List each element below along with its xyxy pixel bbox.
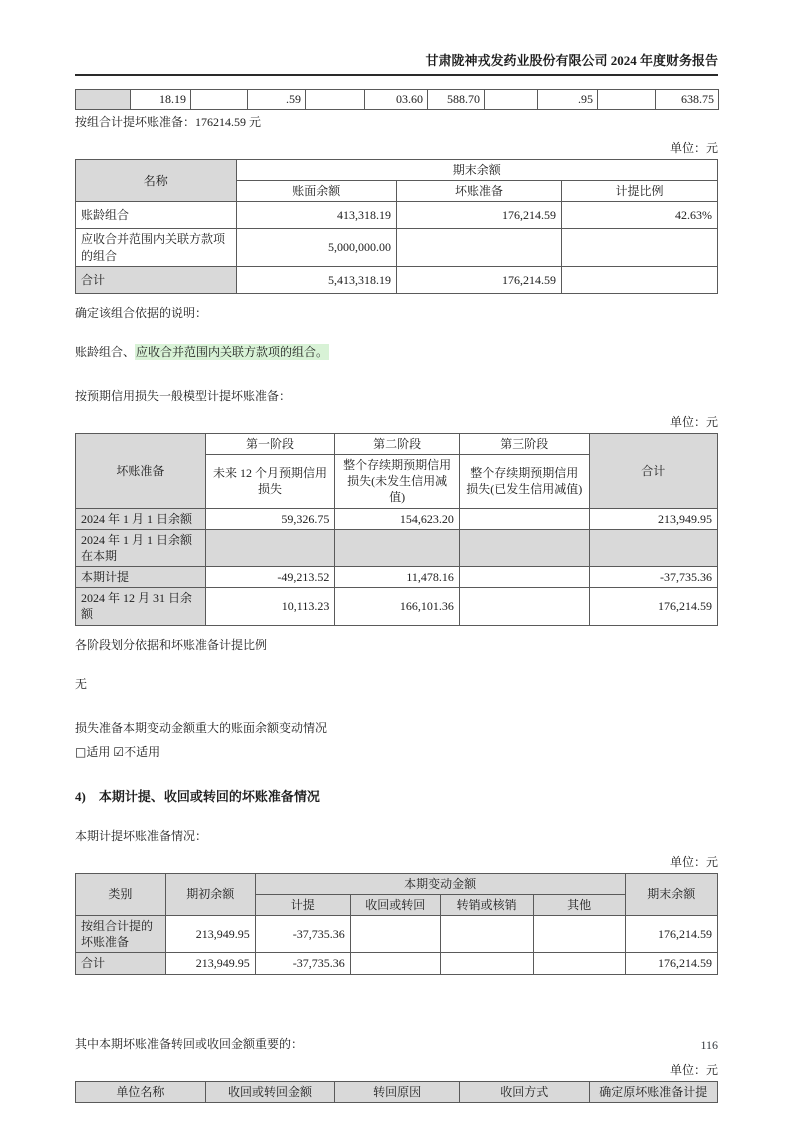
column-header: 计提比例	[561, 181, 717, 202]
table-row	[76, 567, 718, 588]
table-cell	[485, 90, 538, 110]
column-header: 第二阶段	[335, 433, 460, 454]
table-row	[76, 916, 718, 953]
table-cell: 413,318.19	[236, 202, 397, 229]
table-cell	[397, 229, 562, 266]
highlight-text: 应收合并范围内关联方款项的组合。	[136, 344, 329, 359]
unit-label: 单位：元	[669, 1062, 718, 1077]
table-cell: -37,735.36	[255, 953, 350, 974]
column-header: 坏账准备	[76, 433, 206, 508]
column-header: 第三阶段	[459, 433, 589, 454]
table-cell	[440, 916, 533, 953]
table-cell: 166,101.36	[335, 588, 460, 625]
table-row	[76, 202, 718, 229]
report-header: 甘肃陇神戎发药业股份有限公司 2024 年度财务报告	[75, 0, 718, 76]
portfolio-description	[75, 343, 718, 360]
column-header: 本期变动金额	[255, 873, 625, 894]
column-header: 收回方式	[459, 1081, 589, 1102]
table-row	[76, 266, 718, 293]
table-cell	[350, 916, 440, 953]
table-cell: 59,326.75	[205, 508, 335, 529]
column-header: 整个存续期预期信用损失(未发生信用减值)	[335, 454, 460, 508]
column-header: 名称	[76, 160, 237, 202]
table-cell	[589, 529, 717, 566]
table-cell	[76, 90, 131, 110]
table-row	[76, 229, 718, 266]
provision-summary: 按组合计提坏账准备：176214.59 元	[75, 115, 262, 129]
table-cell	[533, 916, 625, 953]
checkbox-checked-icon: ☑	[113, 744, 125, 759]
row-label: 应收合并范围内关联方款项的组合	[76, 229, 237, 266]
table-cell: 176,214.59	[397, 266, 562, 293]
table-row	[76, 953, 718, 974]
column-header: 合计	[589, 433, 717, 508]
row-label: 2024 年 1 月 1 日余额在本期	[76, 529, 206, 566]
recovery-table	[75, 1081, 718, 1103]
column-header: 坏账准备	[397, 181, 562, 202]
ecl-caption: 按预期信用损失一般模型计提坏账准备：	[75, 388, 292, 403]
table-cell: 213,949.95	[165, 953, 255, 974]
unit-label: 单位：元	[669, 414, 718, 429]
table-row	[76, 433, 718, 454]
table-cell: 154,623.20	[335, 508, 460, 529]
column-header: 第一阶段	[205, 433, 335, 454]
row-label: 2024 年 1 月 1 日余额	[76, 508, 206, 529]
table-row	[76, 1081, 718, 1102]
change-note: 损失准备本期变动金额重大的账面余额变动情况	[75, 720, 328, 735]
table-cell: 03.60	[365, 90, 428, 110]
table-cell: .95	[538, 90, 598, 110]
table-cell: 213,949.95	[165, 916, 255, 953]
table-cell	[459, 588, 589, 625]
table-cell	[459, 529, 589, 566]
table-cell: 18.19	[131, 90, 191, 110]
table-cell: 176,214.59	[625, 953, 717, 974]
row-label: 本期计提	[76, 567, 206, 588]
table-cell	[335, 529, 460, 566]
unit-label: 单位：元	[669, 854, 718, 869]
table-cell: 42.63%	[561, 202, 717, 229]
table-cell: .59	[248, 90, 306, 110]
none-text: 无	[75, 676, 88, 691]
table-cell	[350, 953, 440, 974]
row-label: 合计	[76, 953, 166, 974]
table-cell	[459, 508, 589, 529]
table-row	[76, 90, 719, 110]
current-provision-caption: 本期计提坏账准备情况：	[75, 828, 208, 843]
applicability-line	[75, 743, 718, 760]
table-row	[76, 529, 718, 566]
column-header: 计提	[255, 894, 350, 915]
row-label: 合计	[76, 266, 237, 293]
section-heading: 4) 本期计提、收回或转回的坏账准备情况	[75, 788, 320, 804]
table-cell: 176,214.59	[589, 588, 717, 625]
important-recovery-caption: 其中本期坏账准备转回或收回金额重要的：	[75, 1036, 304, 1051]
column-header: 收回或转回金额	[205, 1081, 335, 1102]
table-cell	[598, 90, 656, 110]
row-label: 账龄组合	[76, 202, 237, 229]
column-header: 类别	[76, 873, 166, 915]
table-cell	[561, 229, 717, 266]
column-header: 未来 12 个月预期信用损失	[205, 454, 335, 508]
table-cell: -37,735.36	[589, 567, 717, 588]
basis-note: 确定该组合依据的说明：	[75, 305, 208, 320]
table-row	[76, 873, 718, 894]
row-label: 2024 年 12 月 31 日余额	[76, 588, 206, 625]
column-header: 转销或核销	[440, 894, 533, 915]
checkbox-unchecked-icon: □	[75, 744, 87, 759]
table-row	[76, 508, 718, 529]
table-cell: -37,735.36	[255, 916, 350, 953]
table-cell: 11,478.16	[335, 567, 460, 588]
page-number: 116	[700, 1038, 718, 1052]
stage-basis-note: 各阶段划分依据和坏账准备计提比例	[75, 637, 268, 652]
table-cell: 638.75	[656, 90, 719, 110]
column-header: 收回或转回	[350, 894, 440, 915]
composition-table	[75, 159, 718, 294]
table-cell	[561, 266, 717, 293]
row-label: 按组合计提的坏账准备	[76, 916, 166, 953]
table-cell: 176,214.59	[625, 916, 717, 953]
column-header: 确定原坏账准备计提	[589, 1081, 717, 1102]
column-header: 转回原因	[335, 1081, 460, 1102]
table-cell	[459, 567, 589, 588]
table-cell	[440, 953, 533, 974]
table-cell: 10,113.23	[205, 588, 335, 625]
fragment-table	[75, 89, 719, 110]
table-cell: 588.70	[428, 90, 485, 110]
changes-table	[75, 873, 718, 975]
table-cell: 5,000,000.00	[236, 229, 397, 266]
table-cell	[533, 953, 625, 974]
applicable-label: 适用	[86, 744, 111, 759]
table-row	[76, 588, 718, 625]
table-cell	[205, 529, 335, 566]
table-row	[76, 160, 718, 181]
table-cell: 5,413,318.19	[236, 266, 397, 293]
table-cell: 176,214.59	[397, 202, 562, 229]
table-cell: -49,213.52	[205, 567, 335, 588]
table-cell	[306, 90, 365, 110]
column-header: 单位名称	[76, 1081, 206, 1102]
portfolio-plain-text: 账龄组合、	[75, 344, 136, 359]
table-cell	[191, 90, 248, 110]
column-header: 整个存续期预期信用损失(已发生信用减值)	[459, 454, 589, 508]
column-header: 其他	[533, 894, 625, 915]
not-applicable-label: 不适用	[124, 744, 161, 759]
column-header: 期末余额	[625, 873, 717, 915]
column-header: 期末余额	[236, 160, 718, 181]
table-cell: 213,949.95	[589, 508, 717, 529]
column-header: 期初余额	[165, 873, 255, 915]
unit-label: 单位：元	[669, 141, 718, 155]
ecl-table	[75, 433, 718, 626]
column-header: 账面余额	[236, 181, 397, 202]
